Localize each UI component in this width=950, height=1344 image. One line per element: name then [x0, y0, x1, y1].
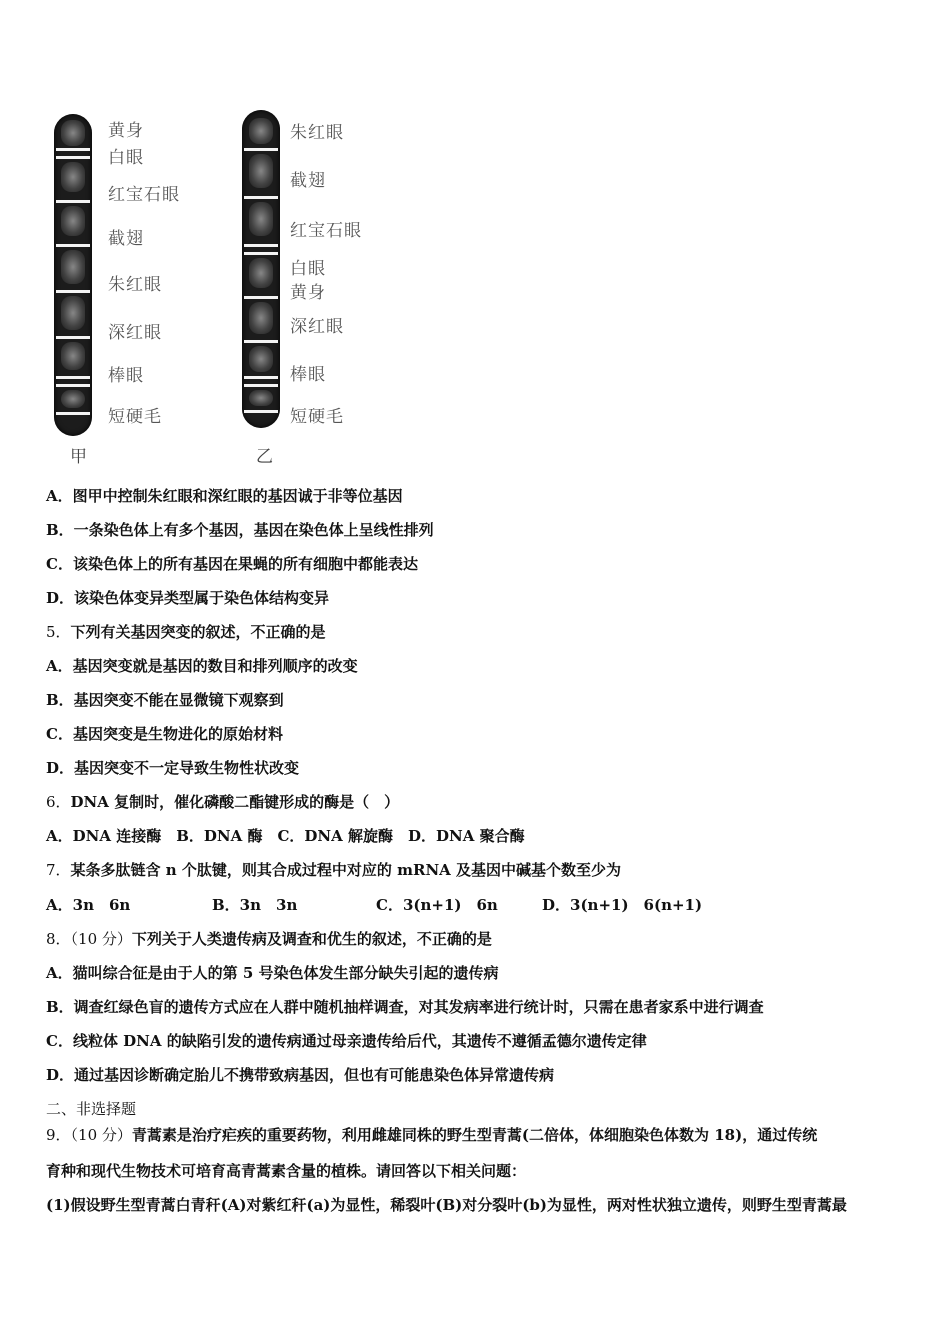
question-stem: 下列关于人类遗传病及调查和优生的叙述，不正确的是: [131, 930, 492, 948]
q7-option-c: C．3(n+1) 6n: [376, 896, 498, 914]
q5-option-d: D．基因突变不一定导致生物性状改变: [46, 759, 300, 777]
q5-option-c: C．基因突变是生物进化的原始材料: [46, 725, 283, 743]
q7-options: [46, 894, 906, 914]
q7-stem: [46, 859, 621, 880]
chromosome-a-caption: 甲: [70, 447, 87, 467]
gene-label: 朱红眼: [290, 123, 344, 143]
gene-label: 棒眼: [108, 366, 144, 386]
gene-label: 棒眼: [290, 365, 326, 385]
gene-label: 黄身: [108, 121, 144, 141]
q7-option-b: B．3n 3n: [212, 896, 298, 914]
q4-option-c: C．该染色体上的所有基因在果蝇的所有细胞中都能表达: [46, 555, 418, 573]
q5-stem: [46, 621, 326, 642]
gene-label: 红宝石眼: [290, 221, 362, 241]
q8-stem: [46, 928, 492, 949]
q4-option-b: B．一条染色体上有多个基因，基因在染色体上呈线性排列: [46, 521, 434, 539]
q8-option-c: C．线粒体 DNA 的缺陷引发的遗传病通过母亲遗传给后代，其遗传不遵循孟德尔遗传定律: [46, 1032, 647, 1050]
gene-label: 短硬毛: [290, 407, 344, 427]
question-score: （10 分）: [70, 1126, 132, 1144]
q9-line-2: 育种和现代生物技术可培育高青蒿素含量的植株。请回答以下相关问题：: [46, 1162, 527, 1180]
q7-option-a: A．3n 6n: [46, 896, 131, 914]
question-number: 8．: [46, 930, 71, 948]
chromosome-a: [54, 114, 92, 436]
q9-line-1: [46, 1124, 817, 1145]
question-stem: 某条多肽链含 n 个肽键，则其合成过程中对应的 mRNA 及基因中碱基个数至少为: [70, 861, 622, 879]
question-number: 6．: [46, 793, 71, 811]
q9-line-3: (1)假设野生型青蒿白青秆(A)对紫红秆(a)为显性，稀裂叶(B)对分裂叶(b)为显性，两对性状独立遗传，则野生型青蒿最: [46, 1196, 847, 1214]
gene-label: 朱红眼: [108, 275, 162, 295]
section-heading: 二、非选择题: [46, 1100, 137, 1118]
chromosome-figure: [40, 100, 400, 470]
q7-option-d: D．3(n+1) 6(n+1): [542, 896, 703, 914]
question-number: 5．: [46, 623, 71, 641]
q8-option-b: B．调查红绿色盲的遗传方式应在人群中随机抽样调查，对其发病率进行统计时，只需在患者家系中进行调查: [46, 998, 764, 1016]
gene-label: 白眼: [108, 148, 144, 168]
question-stem: DNA 复制时，催化磷酸二酯键形成的酶是（ ）: [70, 793, 400, 811]
q8-option-a: A．猫叫综合征是由于人的第 5 号染色体发生部分缺失引起的遗传病: [46, 964, 499, 982]
q6-stem: [46, 791, 399, 812]
q8-option-d: D．通过基因诊断确定胎儿不携带致病基因，但也有可能患染色体异常遗传病: [46, 1066, 555, 1084]
gene-label: 红宝石眼: [108, 185, 180, 205]
question-score: （10 分）: [70, 930, 132, 948]
chromosome-b-caption: 乙: [256, 447, 273, 467]
question-stem: 青蒿素是治疗疟疾的重要药物，利用雌雄同株的野生型青蒿(二倍体，体细胞染色体数为 18)，通过传统: [131, 1126, 818, 1144]
q5-option-a: A．基因突变就是基因的数目和排列顺序的改变: [46, 657, 358, 675]
q4-option-d: D．该染色体变异类型属于染色体结构变异: [46, 589, 330, 607]
q5-option-b: B．基因突变不能在显微镜下观察到: [46, 691, 284, 709]
question-number: 9．: [46, 1126, 71, 1144]
gene-label: 深红眼: [290, 317, 344, 337]
question-stem: 下列有关基因突变的叙述，不正确的是: [70, 623, 326, 641]
q6-options: A．DNA 连接酶 B．DNA 酶 C．DNA 解旋酶 D．DNA 聚合酶: [46, 827, 525, 845]
gene-label: 白眼: [290, 259, 326, 279]
gene-label: 深红眼: [108, 323, 162, 343]
gene-label: 黄身: [290, 283, 326, 303]
gene-label: 截翅: [108, 229, 144, 249]
gene-label: 短硬毛: [108, 407, 162, 427]
q4-option-a: A．图甲中控制朱红眼和深红眼的基因诚于非等位基因: [46, 487, 403, 505]
chromosome-b: [242, 110, 280, 428]
question-number: 7．: [46, 861, 71, 879]
gene-label: 截翅: [290, 171, 326, 191]
